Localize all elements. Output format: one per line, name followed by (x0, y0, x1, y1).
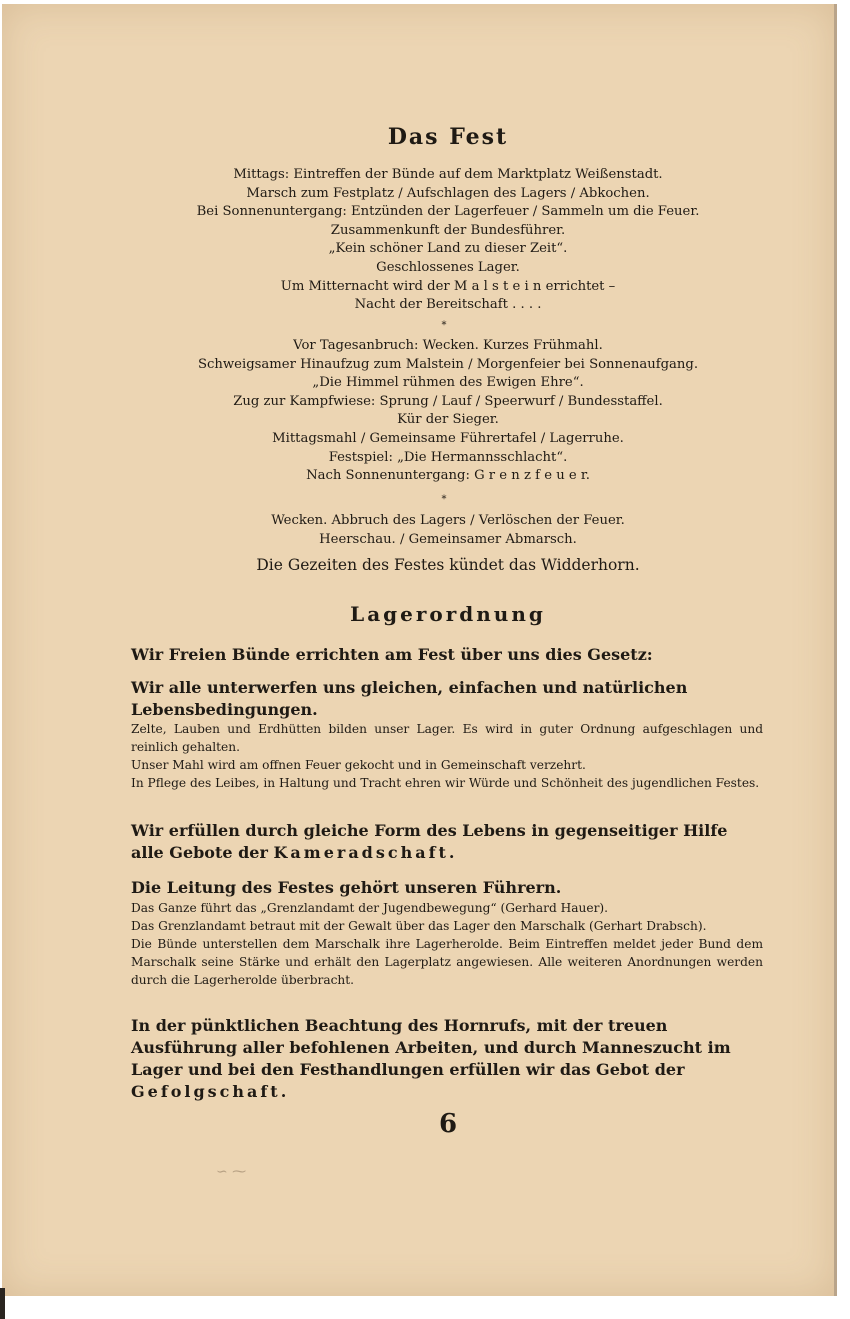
schedule-line: „Die Himmel rühmen des Ewigen Ehre“. (312, 375, 584, 391)
schedule-line: Festspiel: „Die Hermannsschlacht“. (328, 449, 568, 465)
schedule-day2 (2, 337, 850, 486)
rule1-heading: Wir alle unterwerfen uns gleichen, einfachen und natürlichen Lebensbedingungen. (131, 678, 688, 719)
schedule-line: Wecken. Abbruch des Lagers / Verlöschen der Feuer. (271, 513, 625, 528)
schedule-line: Nach Sonnenuntergang: G r e n z f e u e r. (306, 468, 590, 484)
page-edge (834, 4, 837, 1296)
binding-mark (0, 1288, 5, 1319)
schedule-line: Geschlossenes Lager. (376, 259, 520, 275)
schedule-line: Um Mitternacht wird der M a l s t e i n errichtet – (280, 278, 616, 294)
rule-line: Die Bünde unterstellen dem Marschalk ihre Lagerherolde. Beim Eintreffen meldet jeder Bund dem Marschalk seine Stärke und erhält den Lagerplatz angewiesen. Alle weiteren Anordnungen werden durch die Lagerherolde überbracht. (131, 937, 763, 987)
schedule-day1 (2, 166, 850, 315)
rule4-heading-text: In der pünktlichen Beachtung des Hornrufs, mit der treuen Ausführung aller befohlenen Arbeiten, und durch Manneszucht im Lager und bei den Festhandlungen erfüllen wir das Gebot der (131, 1016, 731, 1079)
rule1-details (131, 720, 763, 792)
separator-star: * (441, 320, 447, 331)
rule-line: Das Grenzlandamt betraut mit der Gewalt über das Lager den Marschalk (Gerhart Drabsch). (131, 919, 707, 933)
pencil-smudge: ∽ ⁓ (216, 1164, 247, 1180)
schedule-day3 (2, 512, 850, 549)
section-title: Lagerordnung (350, 602, 546, 626)
schedule-line: „Kein schöner Land zu dieser Zeit“. (328, 241, 568, 257)
rule4-emphasis: Gefolgschaft. (131, 1082, 290, 1101)
schedule-line: Nacht der Bereitschaft . . . . (354, 297, 542, 313)
rule-line: Unser Mahl wird am offnen Feuer gekocht und in Gemeinschaft verzehrt. (131, 758, 586, 772)
rule3-details (131, 899, 763, 989)
motto-line: Die Gezeiten des Festes kündet das Widderhorn. (256, 556, 640, 574)
schedule-line: Zusammenkunft der Bundesführer. (330, 222, 566, 238)
law-intro: Wir Freien Bünde errichten am Fest über uns dies Gesetz: (131, 645, 653, 664)
schedule-line: Marsch zum Festplatz / Aufschlagen des Lagers / Abkochen. (246, 185, 650, 201)
separator-star: * (441, 494, 447, 505)
rule-line: Das Ganze führt das „Grenzlandamt der Jugendbewegung“ (Gerhard Hauer). (131, 901, 609, 915)
rule2-heading (131, 820, 763, 864)
page-title: Das Fest (387, 124, 509, 150)
schedule-line: Kür der Sieger. (397, 412, 499, 428)
rule-line: Zelte, Lauben und Erdhütten bilden unser Lager. Es wird in guter Ordnung aufgeschlagen und reinlich gehalten. (131, 722, 763, 754)
schedule-line: Mittags: Eintreffen der Bünde auf dem Marktplatz Weißenstadt. (233, 167, 663, 182)
page-content (2, 4, 834, 1296)
schedule-line: Bei Sonnenuntergang: Entzünden der Lagerfeuer / Sammeln um die Feuer. (196, 204, 700, 220)
schedule-line: Vor Tagesanbruch: Wecken. Kurzes Frühmahl. (293, 338, 603, 353)
schedule-line: Mittagsmahl / Gemeinsame Führertafel / Lagerruhe. (272, 430, 624, 446)
schedule-line: Heerschau. / Gemeinsamer Abmarsch. (319, 531, 577, 547)
rule3-heading: Die Leitung des Festes gehört unseren Führern. (131, 878, 562, 897)
schedule-line: Schweigsamer Hinaufzug zum Malstein / Morgenfeier bei Sonnenaufgang. (197, 356, 699, 372)
schedule-line: Zug zur Kampfwiese: Sprung / Lauf / Speerwurf / Bundesstaffel. (233, 393, 663, 409)
rule-line: In Pflege des Leibes, in Haltung und Tracht ehren wir Würde und Schönheit des jugendlichen Festes. (131, 776, 760, 790)
paper-page (2, 4, 834, 1296)
rule4-heading (131, 1015, 763, 1103)
rule2-emphasis: Kameradschaft. (273, 843, 458, 862)
page-number: 6 (438, 1109, 458, 1139)
rule2-heading-text: Wir erfüllen durch gleiche Form des Lebens in gegenseitiger Hilfe alle Gebote der (131, 821, 728, 862)
